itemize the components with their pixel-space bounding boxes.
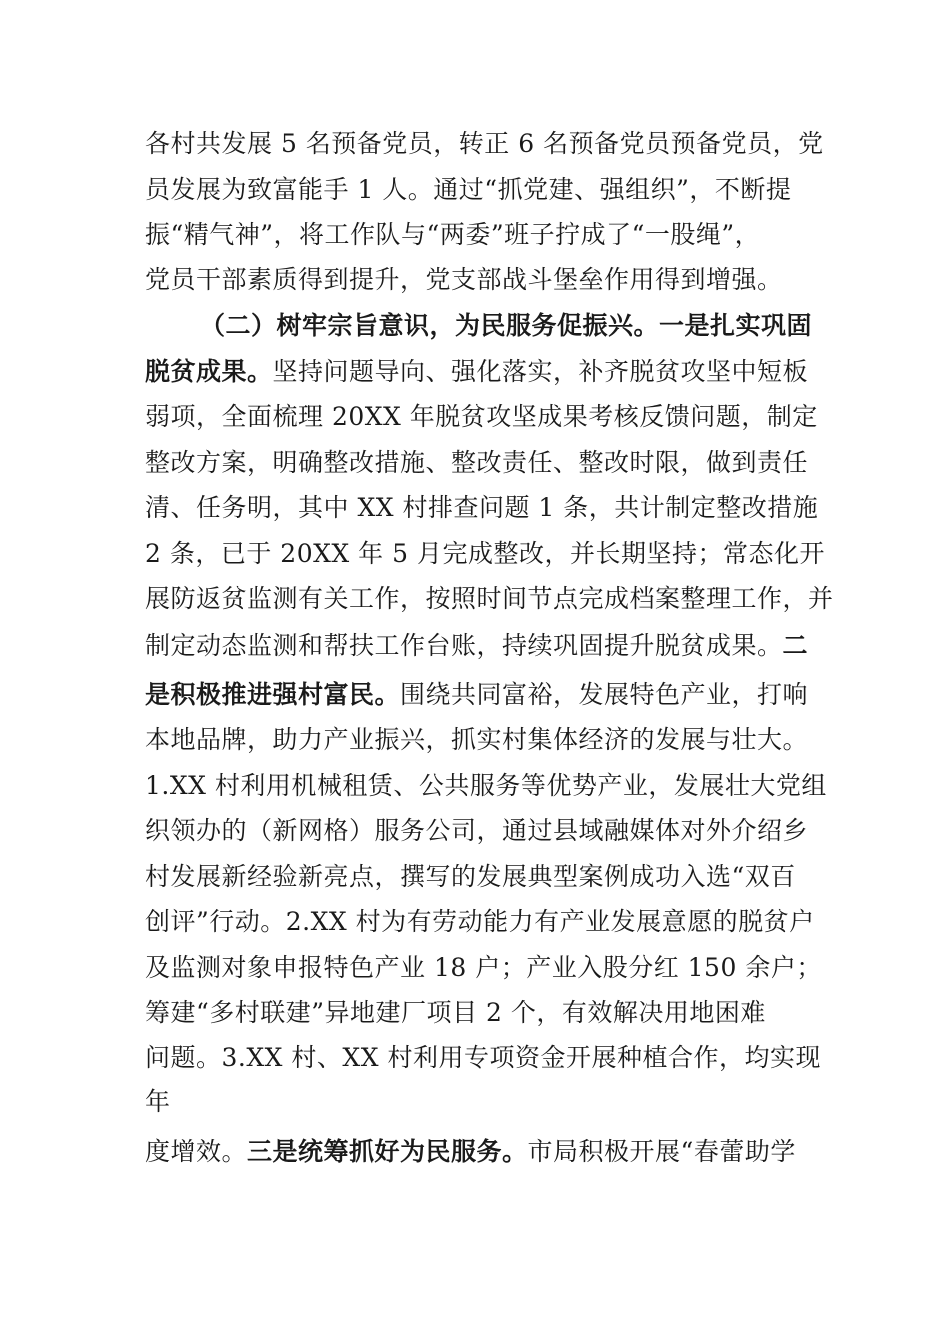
text-line-19: 及监测对象申报特色产业 18 户；产业入股分红 150 余户；	[145, 953, 822, 982]
text-line-22: 年	[145, 1087, 171, 1116]
text-line-15: 1.XX 村利用机械租赁、公共服务等优势产业，发展壮大党组	[145, 771, 827, 800]
text-line-23: 度增效。三是统筹抓好为民服务。市局积极开展“春蕾助学	[145, 1137, 796, 1166]
text-line-20: 筹建“多村联建”异地建厂项目 2 个，有效解决用地困难	[145, 998, 766, 1027]
text-line-16: 织领办的（新网格）服务公司，通过县域融媒体对外介绍乡	[145, 816, 809, 845]
text-line-17: 村发展新经验新亮点，撰写的发展典型案例成功入选“双百	[145, 862, 796, 891]
text-line-7: 弱项，全面梳理 20XX 年脱贫攻坚成果考核反馈问题，制定	[145, 402, 818, 431]
section-heading-2: （二）树牢宗旨意识，为民服务促振兴。一是扎实巩固	[200, 311, 813, 340]
text-line-4: 党员干部素质得到提升，党支部战斗堡垒作用得到增强。	[145, 265, 783, 294]
text-line-11: 展防返贫监测有关工作，按照时间节点完成档案整理工作，并	[145, 584, 834, 613]
text-line-1: 各村共发展 5 名预备党员，转正 6 名预备党员预备党员，党	[145, 129, 824, 158]
text-line-18: 创评”行动。2.XX 村为有劳动能力有产业发展意愿的脱贫户	[145, 907, 815, 936]
text-line-14: 本地品牌，助力产业振兴，抓实村集体经济的发展与壮大。	[145, 725, 809, 754]
text-line-6: 脱贫成果。坚持问题导向、强化落实，补齐脱贫攻坚中短板	[145, 357, 809, 386]
text-line-2: 员发展为致富能手 1 人。通过“抓党建、强组织”，不断提	[145, 175, 792, 204]
text-line-3: 振“精气神”，将工作队与“两委”班子拧成了“一股绳”，	[145, 220, 761, 249]
text-line-21: 问题。3.XX 村、XX 村利用专项资金开展种植合作，均实现	[145, 1043, 821, 1072]
text-line-9: 清、任务明，其中 XX 村排查问题 1 条，共计制定整改措施	[145, 493, 819, 522]
text-line-12: 制定动态监测和帮扶工作台账，持续巩固提升脱贫成果。二	[145, 631, 809, 660]
text-line-10: 2 条，已于 20XX 年 5 月完成整改，并长期坚持；常态化开	[145, 539, 825, 568]
text-line-13: 是积极推进强村富民。围绕共同富裕，发展特色产业，打响	[145, 680, 809, 709]
text-line-8: 整改方案，明确整改措施、整改责任、整改时限，做到责任	[145, 448, 809, 477]
